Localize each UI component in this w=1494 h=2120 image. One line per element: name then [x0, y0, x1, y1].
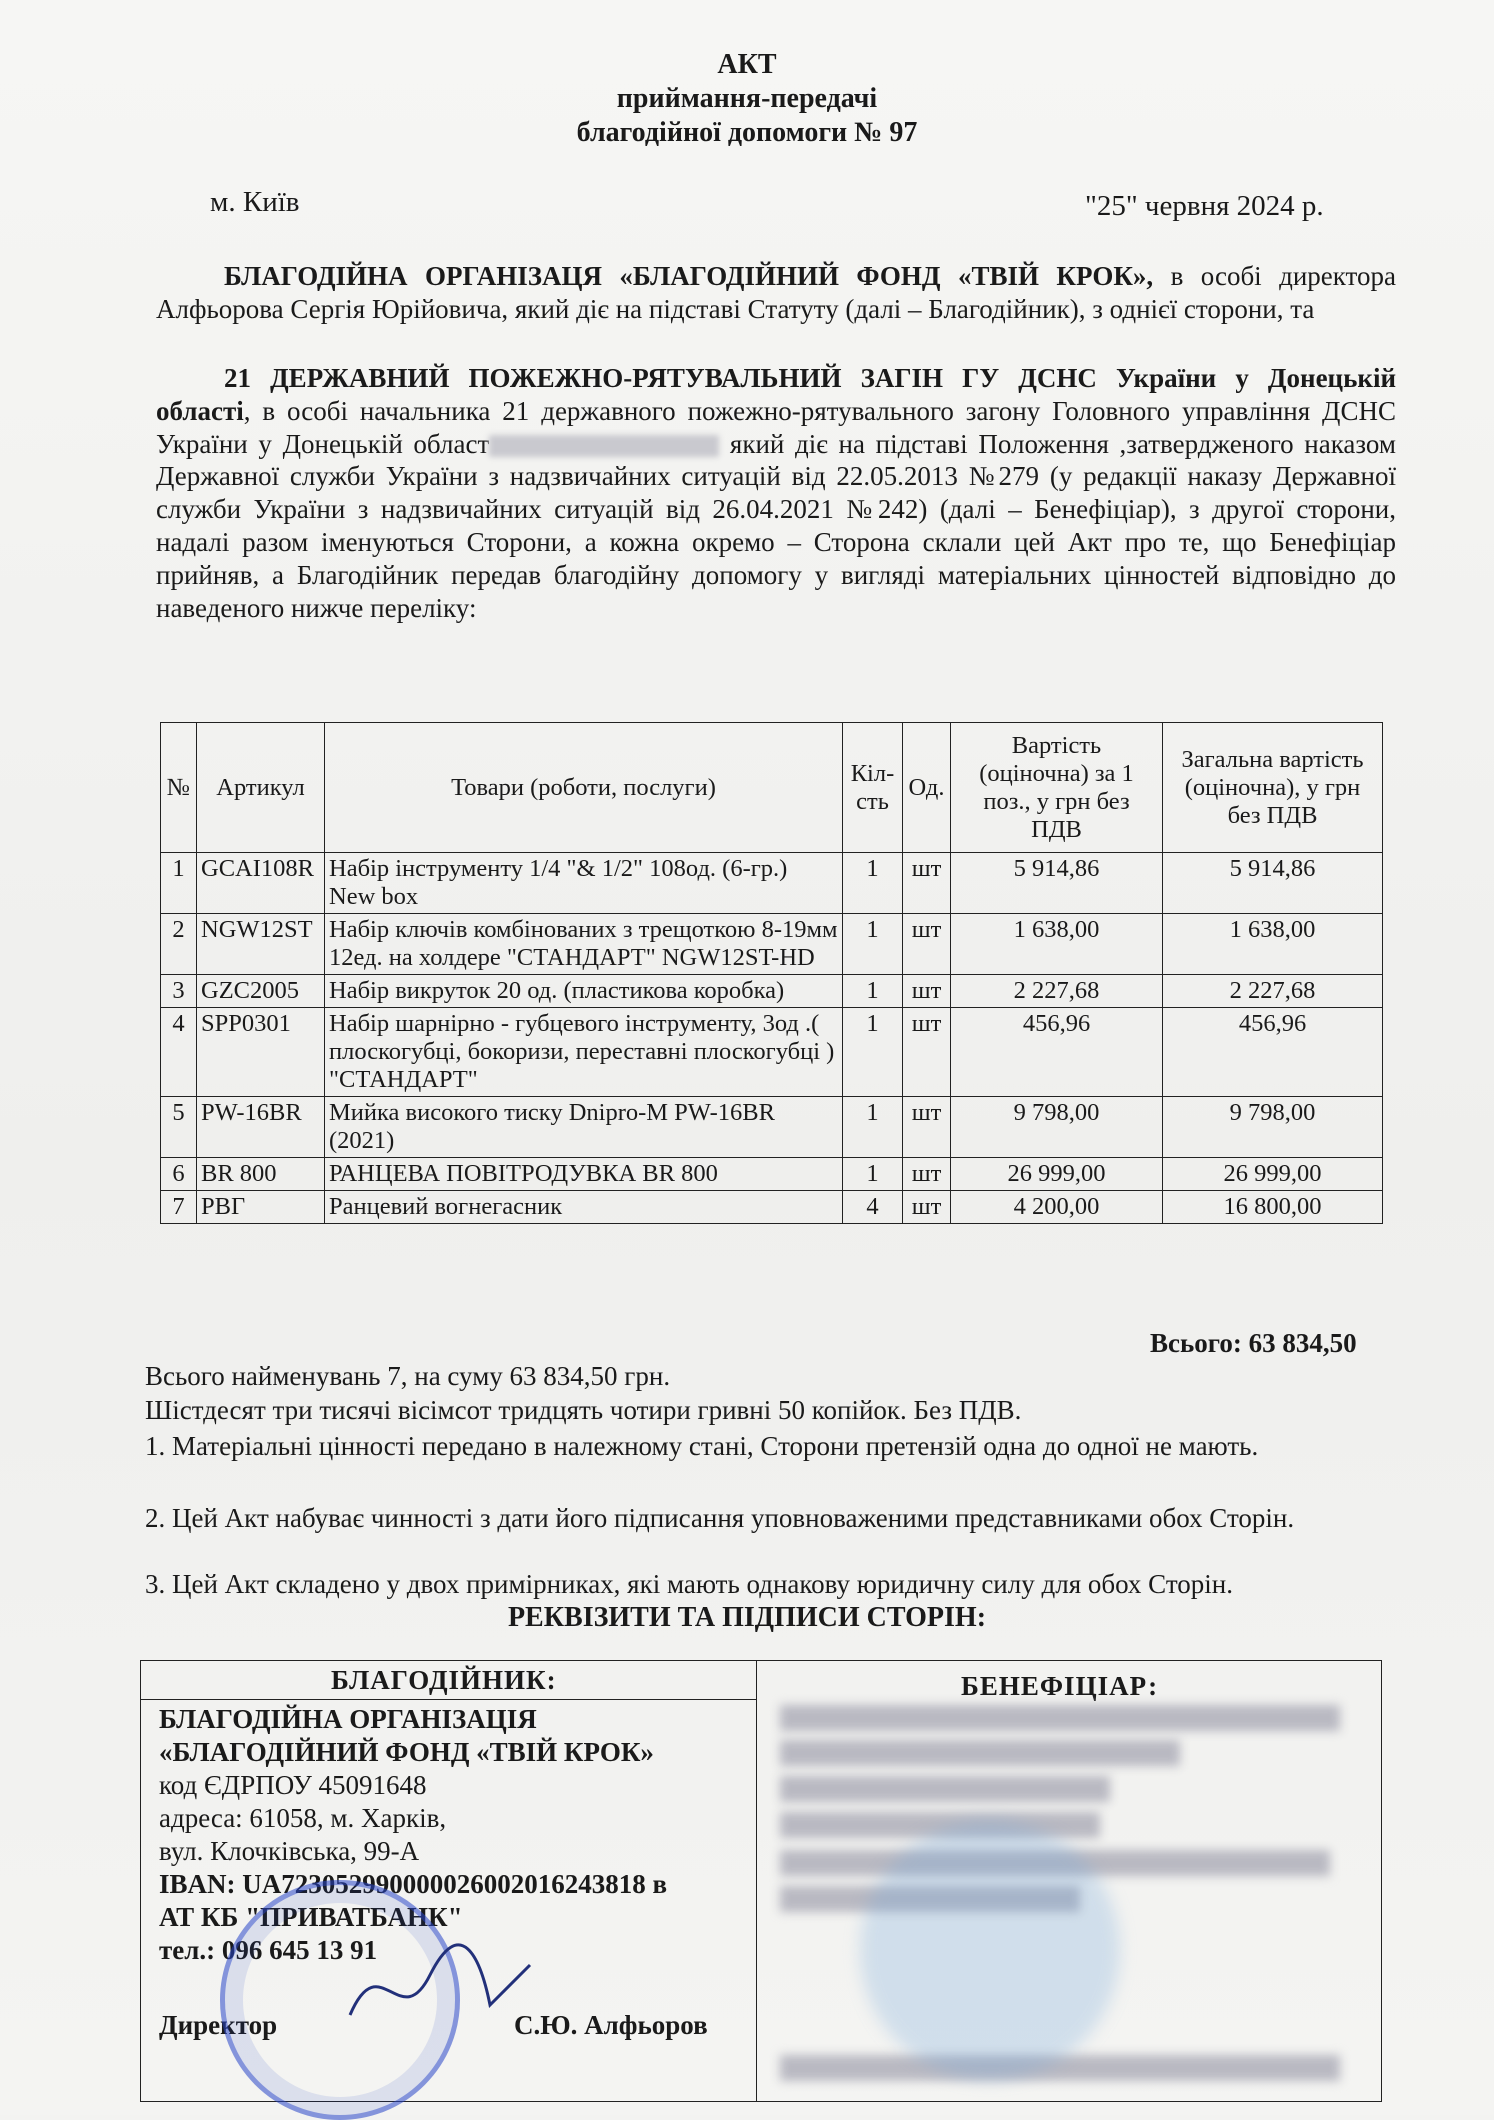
- row-unit-price: 456,96: [951, 1008, 1163, 1097]
- row-qty: 1: [843, 914, 903, 975]
- donor-bank: АТ КБ "ПРИВАТБАНК": [159, 1902, 463, 1932]
- row-unit: шт: [903, 914, 951, 975]
- table-row: [161, 1158, 1383, 1191]
- beneficiary-paragraph: [156, 362, 1396, 624]
- row-number: 1: [161, 853, 197, 914]
- donor-heading: БЛАГОДІЙНИК:: [331, 1665, 557, 1695]
- table-row: [161, 853, 1383, 914]
- row-number: 5: [161, 1097, 197, 1158]
- signature-mark: [340, 1935, 540, 2045]
- donor-code: код ЄДРПОУ 45091648: [159, 1770, 427, 1800]
- requisites-title: РЕКВІЗИТИ ТА ПІДПИСИ СТОРІН:: [507, 1602, 987, 1633]
- place: м. Київ: [210, 186, 300, 218]
- clause-3: 3. Цей Акт складено у двох примірниках, які мають однакову юридичну силу для обох Сторін.: [145, 1569, 1233, 1599]
- row-sku: GZC2005: [197, 975, 325, 1008]
- header-divider: [141, 1699, 756, 1700]
- row-unit: шт: [903, 975, 951, 1008]
- beneficiary-text-2: який діє на підставі Положення ,затвердженого наказом Державної служби України з надзвичайних ситуацій від 22.05.2013 №279 (у редакції наказу Державної служби України з надзвичайних ситуацій від 26.04.2021 №242) (далі – Бенефіціар), з другої сторони, надалі разом іменуються Сторони, а кожна окремо – Сторона склали цей Акт про те, що Бенефіціар прийняв, а Благодійник передав благодійну допомогу у вигляді матеріальних цінностей відповідно до наведеного нижче переліку:: [156, 428, 1396, 623]
- row-total: 16 800,00: [1163, 1191, 1383, 1224]
- row-total: 9 798,00: [1163, 1097, 1383, 1158]
- row-unit: шт: [903, 853, 951, 914]
- clause-1: 1. Матеріальні цінності передано в належному стані, Сторони претензій одна до одної не мають.: [145, 1431, 1259, 1461]
- row-total: 2 227,68: [1163, 975, 1383, 1008]
- redacted-line: [780, 1740, 1180, 1766]
- row-goods: РАНЦЕВА ПОВІТРОДУВКА BR 800: [325, 1158, 843, 1191]
- beneficiary-text-1: , в особі начальника 21 державного пожежно-рятувального загону Головного управління ДСНС України у Донецькій област: [156, 395, 1396, 459]
- row-number: 2: [161, 914, 197, 975]
- intro-paragraph: [156, 260, 1396, 326]
- doc-title: АКТ: [717, 49, 777, 80]
- row-unit-price: 1 638,00: [951, 914, 1163, 975]
- row-sku: PW-16BR: [197, 1097, 325, 1158]
- row-sku: NGW12ST: [197, 914, 325, 975]
- row-sku: РВГ: [197, 1191, 325, 1224]
- director-name: С.Ю. Алфьоров: [514, 2010, 708, 2040]
- col-header-unit: Од.: [903, 723, 951, 853]
- row-number: 3: [161, 975, 197, 1008]
- items-table: [160, 722, 1383, 1224]
- table-row: [161, 914, 1383, 975]
- row-unit-price: 26 999,00: [951, 1158, 1163, 1191]
- row-sku: SPP0301: [197, 1008, 325, 1097]
- row-goods: Набір шарнірно - губцевого інструменту, 3од .( плоскогубці, бокоризи, переставні плоскогубці ) "СТАНДАРТ": [325, 1008, 843, 1097]
- summary-in-words: Шістдесят три тисячі вісімсот тридцять чотири гривні 50 копійок. Без ПДВ.: [145, 1395, 1022, 1425]
- row-unit-price: 2 227,68: [951, 975, 1163, 1008]
- row-qty: 1: [843, 1008, 903, 1097]
- col-header-sku: Артикул: [197, 723, 325, 853]
- summary-count: Всього найменувань 7, на суму 63 834,50 грн.: [145, 1361, 671, 1391]
- clause-2: 2. Цей Акт набуває чинності з дати його підписання уповноваженими представниками обох Сторін.: [145, 1503, 1295, 1533]
- table-row: [161, 1191, 1383, 1224]
- row-unit-price: 5 914,86: [951, 853, 1163, 914]
- donor-name-line2: «БЛАГОДІЙНИЙ ФОНД «ТВІЙ КРОК»: [159, 1737, 654, 1767]
- table-row: [161, 975, 1383, 1008]
- col-header-number: №: [161, 723, 197, 853]
- row-total: 26 999,00: [1163, 1158, 1383, 1191]
- row-total: 1 638,00: [1163, 914, 1383, 975]
- row-unit-price: 9 798,00: [951, 1097, 1163, 1158]
- col-header-unit-price: Вартість (оціночна) за 1 поз., у грн без ПДВ: [951, 723, 1163, 853]
- doc-subtitle: приймання-передачі: [616, 83, 878, 114]
- row-number: 4: [161, 1008, 197, 1097]
- col-header-goods: Товари (роботи, послуги): [325, 723, 843, 853]
- table-row: [161, 1097, 1383, 1158]
- grand-total: Всього: 63 834,50: [1150, 1328, 1357, 1358]
- row-number: 7: [161, 1191, 197, 1224]
- row-unit-price: 4 200,00: [951, 1191, 1163, 1224]
- donor-iban: IBAN: UA723052990000026002016243818 в: [159, 1869, 668, 1899]
- donor-intro-text: в особі директора Алфьорова Сергія Юрійовича, який діє на підставі Статуту (далі – Благодійник), з однієї сторони, та: [156, 261, 1396, 324]
- beneficiary-heading: БЕНЕФІЦІАР:: [961, 1671, 1159, 1701]
- row-unit: шт: [903, 1097, 951, 1158]
- row-qty: 1: [843, 1158, 903, 1191]
- row-number: 6: [161, 1158, 197, 1191]
- table-header-row: [161, 723, 1383, 853]
- row-goods: Ранцевий вогнегасник: [325, 1191, 843, 1224]
- row-goods: Набір викруток 20 од. (пластикова коробка): [325, 975, 843, 1008]
- col-header-total: Загальна вартість (оціночна), у грн без ПДВ: [1163, 723, 1383, 853]
- redacted-line: [780, 1776, 1110, 1802]
- row-unit: шт: [903, 1158, 951, 1191]
- beneficiary-stamp-blurred: [860, 1820, 1120, 2080]
- row-unit: шт: [903, 1008, 951, 1097]
- row-total: 5 914,86: [1163, 853, 1383, 914]
- donor-org-name: БЛАГОДІЙНА ОРГАНІЗАЦЯ «БЛАГОДІЙНИЙ ФОНД «ТВІЙ КРОК»,: [224, 261, 1154, 291]
- row-sku: GCAI108R: [197, 853, 325, 914]
- donor-address-2: вул. Клочківська, 99-А: [159, 1836, 420, 1866]
- donor-phone: тел.: 096 645 13 91: [159, 1935, 378, 1965]
- row-unit: шт: [903, 1191, 951, 1224]
- row-goods: Набір ключів комбінованих з трещоткою 8-19мм 12ед. на холдере "СТАНДАРТ" NGW12ST-HD: [325, 914, 843, 975]
- beneficiary-org-name: 21 ДЕРЖАВНИЙ ПОЖЕЖНО-РЯТУВАЛЬНИЙ ЗАГІН ГУ ДСНС України у Донецькій області: [156, 363, 1396, 426]
- donor-address-1: адреса: 61058, м. Харків,: [159, 1803, 447, 1833]
- row-total: 456,96: [1163, 1008, 1383, 1097]
- row-qty: 1: [843, 853, 903, 914]
- date: "25" червня 2024 р.: [1085, 190, 1324, 222]
- col-header-qty: Кіл-сть: [843, 723, 903, 853]
- director-label: Директор: [159, 2010, 278, 2040]
- row-goods: Мийка високого тиску Dnipro-M PW-16BR (2021): [325, 1097, 843, 1158]
- donor-name-line1: БЛАГОДІЙНА ОРГАНІЗАЦІЯ: [159, 1704, 537, 1734]
- row-qty: 1: [843, 1097, 903, 1158]
- table-row: [161, 1008, 1383, 1097]
- row-sku: BR 800: [197, 1158, 325, 1191]
- doc-number: благодійної допомоги № 97: [576, 117, 918, 148]
- row-goods: Набір інструменту 1/4 "& 1/2" 108од. (6-гр.) New box: [325, 853, 843, 914]
- redacted-line: [780, 1705, 1340, 1731]
- redacted-name: [489, 435, 719, 457]
- row-qty: 1: [843, 975, 903, 1008]
- row-qty: 4: [843, 1191, 903, 1224]
